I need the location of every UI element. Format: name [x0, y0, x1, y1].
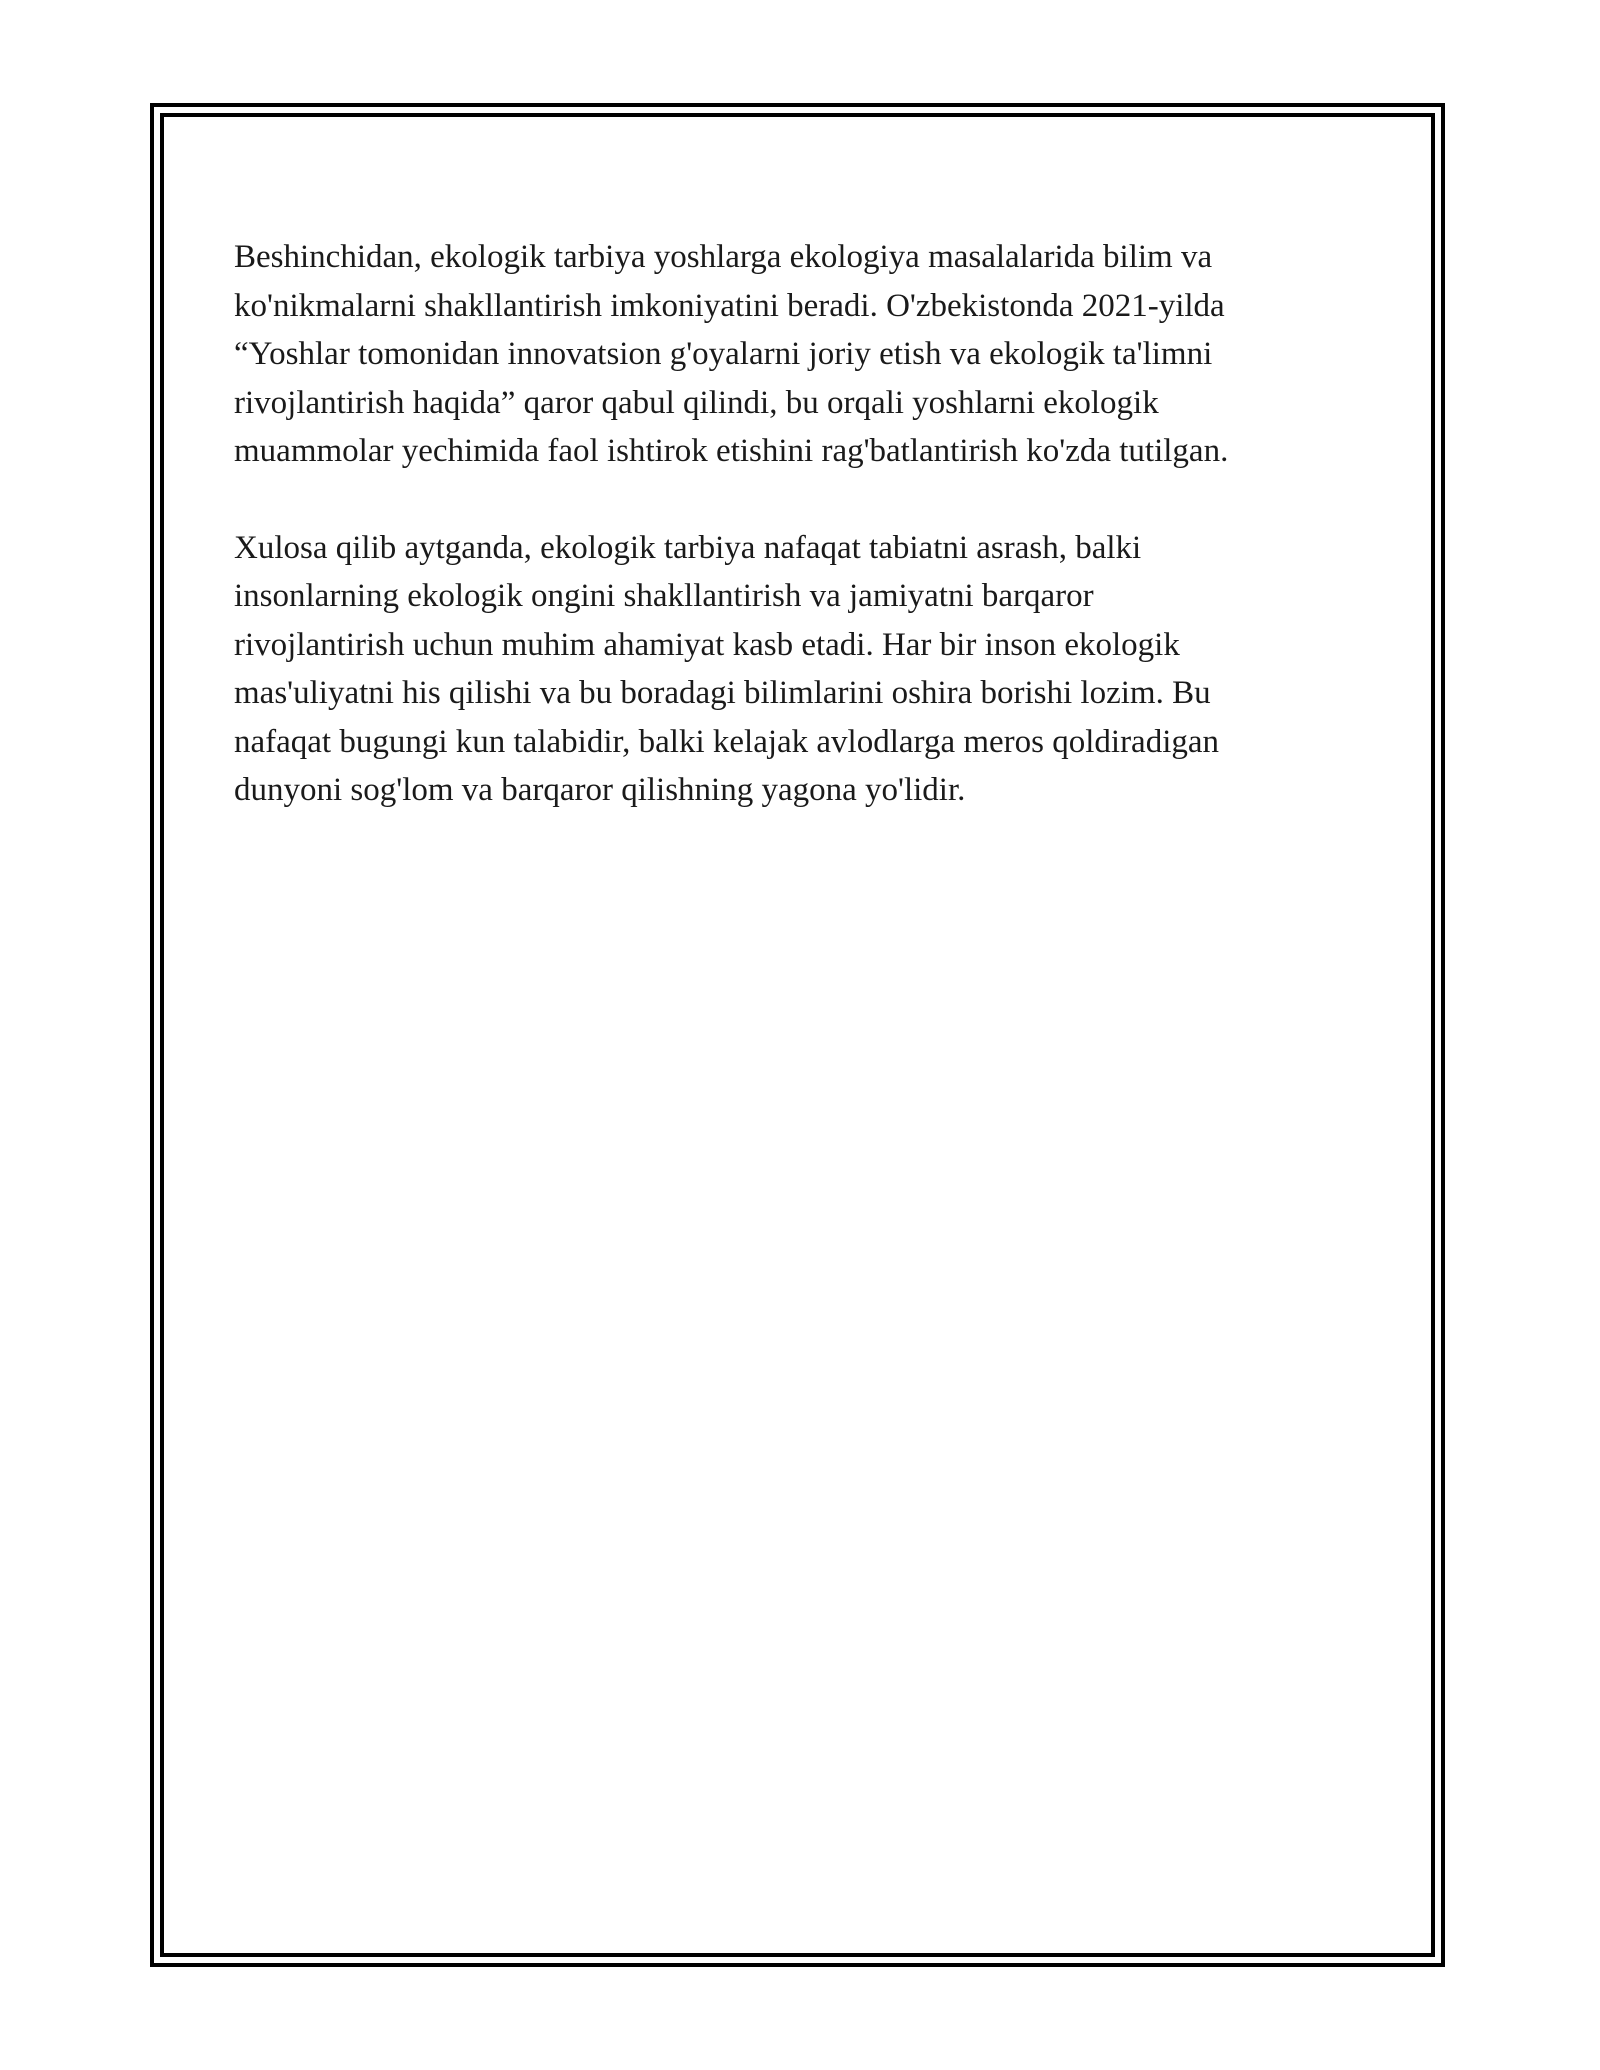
text-line: insonlarning ekologik ongini shakllantirish va jamiyatni barqaror — [234, 578, 1094, 614]
text-line: nafaqat bugungi kun talabidir, balki kelajak avlodlarga meros qoldiradigan — [234, 723, 1220, 760]
text-line: ko'nikmalarni shakllantirish imkoniyatini beradi. O'zbekistonda 2021-yilda — [234, 287, 1225, 324]
text-line: muammolar yechimida faol ishtirok etishini rag'batlantirish ko'zda tutilgan. — [234, 433, 1229, 469]
text-line: Xulosa qilib aytganda, ekologik tarbiya nafaqat tabiatni asrash, balki — [234, 529, 1142, 566]
text-line: rivojlantirish haqida” qaror qabul qilindi, bu orqali yoshlarni ekologik — [234, 384, 1159, 421]
paragraph-1 — [234, 233, 1374, 476]
paragraph-2 — [234, 524, 1374, 815]
document-body — [234, 233, 1374, 815]
text-line: Beshinchidan, ekologik tarbiya yoshlarga ekologiya masalalarida bilim va — [234, 239, 1213, 275]
text-line: rivojlantirish uchun muhim ahamiyat kasb etadi. Har bir inson ekologik — [234, 626, 1180, 663]
text-line: mas'uliyatni his qilishi va bu boradagi bilimlarini oshira borishi lozim. Bu — [234, 675, 1211, 711]
text-line: dunyoni sog'lom va barqaror qilishning yagona yo'lidir. — [234, 772, 966, 808]
text-line: “Yoshlar tomonidan innovatsion g'oyalarni joriy etish va ekologik ta'limni — [234, 336, 1213, 372]
